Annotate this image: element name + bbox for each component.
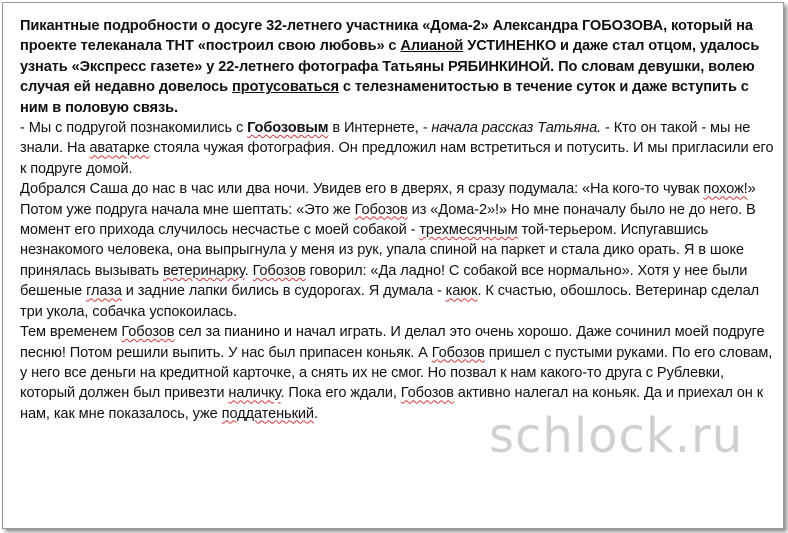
- text-run: - Кто он такой - мы не знали. На: [20, 120, 751, 157]
- document-frame: [2, 2, 784, 529]
- text-run: с телезнаменитостью в течение суток и даже вступить с ним в половую связь.: [20, 79, 749, 116]
- text-run: .: [313, 405, 318, 422]
- spellcheck-flagged-word: Гобозов: [121, 324, 175, 341]
- text-run: . К счастью, обошлось. Ветеринар сделал три укола, собачка успокоилась.: [20, 283, 760, 320]
- spellcheck-flagged-word: Гобозов: [252, 262, 306, 279]
- text-run: говорил: «Да ладно! С собакой все нормально». Хотя у нее были бешеные: [20, 262, 748, 300]
- text-run: .: [244, 262, 253, 279]
- italic-attribution: - начала рассказ Татьяна.: [422, 120, 602, 137]
- lead-paragraph: [20, 16, 775, 118]
- document-body: [20, 16, 775, 424]
- spellcheck-flagged-word: аватарке: [89, 140, 150, 157]
- text-run: в Интернете,: [328, 120, 423, 137]
- text-run: . Пока его ждали,: [280, 385, 401, 402]
- text-run: Добрался Саша до нас в час или два ночи. Увидев его в дверях, я сразу подумала: «На кого-то чувак: [20, 181, 704, 198]
- spellcheck-flagged-word: трехмесячным: [419, 222, 518, 239]
- text-run: сел за пианино и начал играть. И делал это очень хорошо. Даже сочинил моей подруге песню! Потом решили выпить. У нас был припасен коньяк. А: [20, 324, 765, 361]
- spellcheck-flagged-word: похож!: [703, 181, 748, 198]
- text-run: стояла чужая фотография. Он предложил нам встретиться и потусить. И мы пригласили его к подруге домой.: [20, 140, 774, 177]
- text-run: активно налегал на коньяк. Да и приехал он к нам, как мне показалось, уже: [20, 385, 763, 422]
- text-run: Тем временем: [20, 324, 122, 341]
- spellcheck-flagged-word: Гобозов: [354, 201, 408, 218]
- paragraph-meeting: [20, 118, 775, 179]
- text-run: - Мы с подругой познакомились с: [20, 120, 248, 137]
- spellcheck-flagged-word: Гобозов: [400, 385, 454, 402]
- spellcheck-flagged-word: поддатенький: [221, 405, 314, 422]
- paragraph-party: [20, 322, 775, 424]
- watermark: schlock.ru: [489, 408, 744, 464]
- text-run: УСТИНЕНКО и даже стал отцом, удалось узнать «Экспресс газете» у 22-летнего фотографа Татьяны РЯБИНКИНОЙ. По словам девушки, волею случая ей недавно довелось: [20, 38, 760, 96]
- text-run: пришел с пустыми руками. По его словам, у него все деньги на кредитной карточке, а снять их не смог. Но позвал к нам какого-то друга с Рублевки, который должен был привезти: [20, 344, 773, 402]
- text-run: из «Дома-2»!» Но мне поначалу было не до него. В момент его прихода случилось несчастье с моей собакой -: [20, 201, 756, 239]
- underlined-word: протусоваться: [232, 79, 339, 96]
- text-run: той-терьером. Испугавшись незнакомого человека, она выпрыгнула у меня из рук, упала спиной на паркет и стала дико орать. Я в шоке принялась вызывать: [20, 222, 744, 279]
- text-run: » Потом уже подруга начала мне шептать: «Это же: [20, 181, 756, 218]
- underlined-word: Алианой: [400, 38, 464, 55]
- spellcheck-flagged-word: глаза: [86, 283, 122, 300]
- text-run: и задние лапки бились в судорогах. Я думала -: [121, 283, 446, 300]
- spellcheck-flagged-word: ветеринарку: [162, 262, 245, 279]
- text-run: Пикантные подробности о досуге 32-летнего участника «Дома-2» Александра ГОБОЗОВА, который на проекте телеканала ТНТ «построил свою любовь» с: [20, 18, 753, 55]
- bold-flagged-name: Гобозовым: [247, 120, 329, 137]
- spellcheck-flagged-word: Гобозов: [431, 344, 485, 361]
- paragraph-arrival: [20, 179, 775, 322]
- spellcheck-flagged-word: каюк: [445, 283, 478, 300]
- spellcheck-flagged-word: наличку: [228, 385, 281, 402]
